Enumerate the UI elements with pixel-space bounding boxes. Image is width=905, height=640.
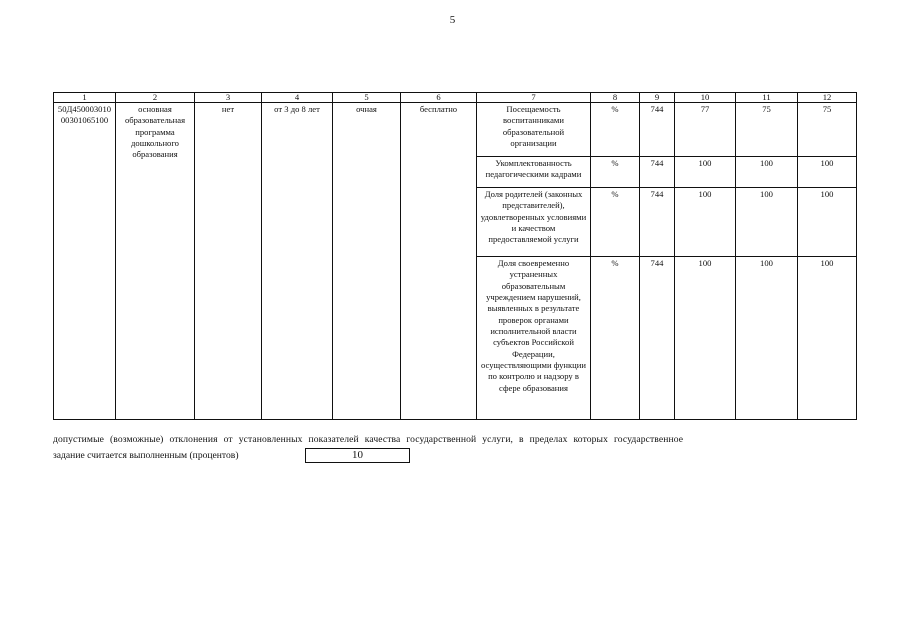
column-number: 11 (736, 93, 798, 103)
indicator-name: Укомплектованность педагогическими кадрами (477, 157, 591, 188)
column-number-row (54, 93, 857, 103)
indicator-okei: 744 (640, 157, 675, 188)
indicator-value-2: 100 (736, 157, 798, 188)
indicator-value-1: 100 (675, 157, 736, 188)
column-number: 5 (333, 93, 401, 103)
column-number: 12 (798, 93, 857, 103)
column-number: 10 (675, 93, 736, 103)
indicator-name: Доля своевременно устраненных образовательным учреждением нарушений, выявленных в результате проверок органами исполнительной власти субъектов Российской Федерации, осуществляющими функции по контролю и надзору в сфере образования (477, 257, 591, 420)
column-number: 9 (640, 93, 675, 103)
indicator-value-2: 100 (736, 257, 798, 420)
service-program: основная образовательная программа дошкольного образования (116, 103, 195, 420)
indicator-value-3: 100 (798, 157, 857, 188)
service-code: 50Д45000301000301065100 (54, 103, 116, 420)
indicator-unit: % (591, 103, 640, 157)
indicator-okei: 744 (640, 257, 675, 420)
service-age: от 3 до 8 лет (262, 103, 333, 420)
column-number: 8 (591, 93, 640, 103)
deviation-text-line2: задание считается выполненным (процентов) (53, 450, 239, 461)
service-form: очная (333, 103, 401, 420)
indicator-value-2: 75 (736, 103, 798, 157)
indicator-okei: 744 (640, 188, 675, 257)
indicator-unit: % (591, 157, 640, 188)
indicator-name: Посещаемость воспитанниками образовательной организации (477, 103, 591, 157)
indicator-value-3: 100 (798, 257, 857, 420)
indicator-name: Доля родителей (законных представителей), удовлетворенных условиями и качеством предоставляемой услуги (477, 188, 591, 257)
deviation-value-box: 10 (305, 448, 410, 463)
indicator-value-1: 77 (675, 103, 736, 157)
deviation-text-line1: допустимые (возможные) отклонения от установленных показателей качества государственной услуги, в пределах которых государственное (53, 434, 684, 445)
indicator-value-2: 100 (736, 188, 798, 257)
column-number: 1 (54, 93, 116, 103)
indicator-unit: % (591, 188, 640, 257)
indicator-okei: 744 (640, 103, 675, 157)
column-number: 4 (262, 93, 333, 103)
deviation-note (53, 434, 813, 464)
page-number: 5 (449, 14, 456, 26)
indicator-value-1: 100 (675, 257, 736, 420)
indicator-value-3: 100 (798, 188, 857, 257)
column-number: 7 (477, 93, 591, 103)
service-cost: бесплатно (401, 103, 477, 420)
column-number: 6 (401, 93, 477, 103)
table-row (54, 103, 857, 157)
column-number: 2 (116, 93, 195, 103)
indicator-value-1: 100 (675, 188, 736, 257)
column-number: 3 (195, 93, 262, 103)
service-col3: нет (195, 103, 262, 420)
indicator-unit: % (591, 257, 640, 420)
indicator-value-3: 75 (798, 103, 857, 157)
quality-indicators-table (53, 92, 857, 420)
